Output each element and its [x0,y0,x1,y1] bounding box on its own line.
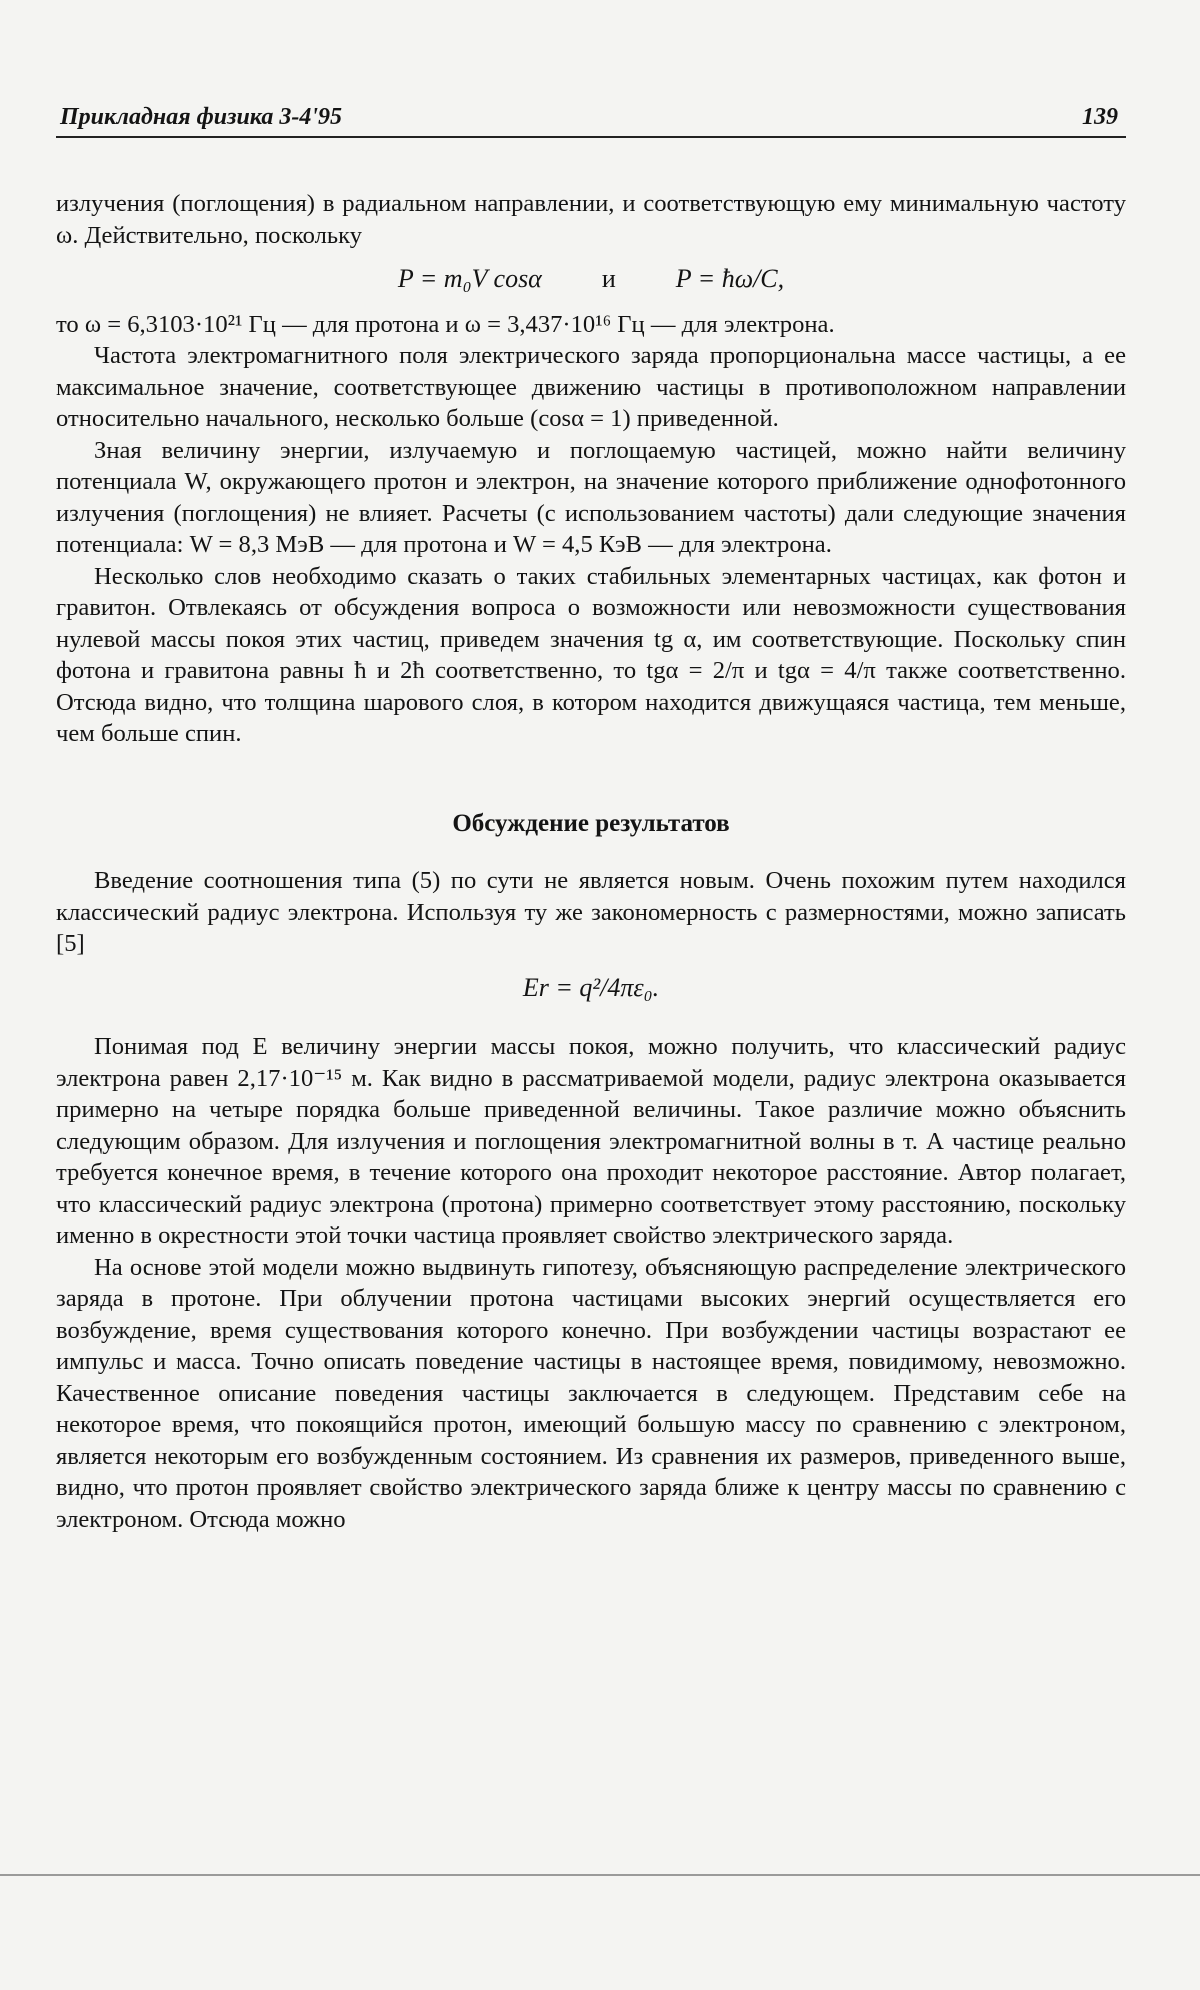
formula-momentum [56,263,1126,295]
paragraph: Частота электромагнитного поля электрического заряда пропорциональна массе частицы, а ее максимальное значение, соответствующее движению частицы в противоположном направлении относительно начального, несколько больше (cosα = 1) приведенной. [56,342,1126,432]
page [56,96,1126,1956]
journal-title: Прикладная физика 3-4'95 [60,104,343,130]
paragraph: то ω = 6,3103·10²¹ Гц — для протона и ω = 3,437·10¹⁶ Гц — для электрона. [56,310,835,338]
paragraph: На основе этой модели можно выдвинуть гипотезу, объясняющую распределение электрического заряда в протоне. При облучении протона частицами высоких энергий осуществляется его возбуждение, время существования которого конечно. При возбуждении частицы возрастают ее импульс и масса. Точно описать поведение частицы в настоящее время, повидимому, невозможно. Качественное описание поведения частицы заключается в следующем. Представим себе на некоторое время, что покоящийся протон, имеющий большую массу по сравнению с электроном, является некоторым его возбужденным состоянием. Из сравнения их размеров, приведенного выше, видно, что протон проявляет свойство электрического заряда ближе к центру массы по сравнению с электроном. Отсюда можно [56,1253,1126,1533]
paragraph: Зная величину энергии, излучаемую и поглощаемую частицей, можно найти величину потенциала W, окружающего протон и электрон, на значение которого приближение однофотонного излучения (поглощения) не влияет. Расчеты (с использованием частоты) дали следующие значения потенциала: W = 8,3 МэВ — для протона и W = 4,5 КэВ — для электрона. [56,436,1126,558]
running-head [56,96,1126,138]
section-heading: Обсуждение результатов [452,809,730,837]
article-body [56,188,1126,1535]
formula-conjunction: и [601,264,616,293]
paragraph: излучения (поглощения) в радиальном направлении, и соответствующую ему минимальную частоту ω. Действительно, поскольку [56,190,1126,249]
page-number: 139 [1082,104,1118,130]
page-bottom-divider [0,1874,1200,1876]
formula-classical-radius: Er = q²/4πε₀. [522,972,660,1002]
formula-left: P = m₀V cosα [397,264,542,293]
paragraph: Понимая под E величину энергии массы покоя, можно получить, что классический радиус электрона равен 2,17·10⁻¹⁵ м. Как видно в рассматриваемой модели, радиус электрона оказывается примерно на четыре порядка больше приведенной величины. Такое различие можно объяснить следующим образом. Для излучения и поглощения электромагнитной волны в т. А частице реально требуется конечное время, в течение которого она проходит некоторое расстояние. Автор полагает, что классический радиус электрона (протона) примерно соответствует этому расстоянию, поскольку именно в окрестности этой точки частица проявляет свойство электрического заряда. [56,1033,1126,1249]
formula-right: P = ħω/C, [675,264,785,293]
paragraph: Введение соотношения типа (5) по сути не является новым. Очень похожим путем находился классический радиус электрона. Используя ту же закономерность с размерностями, можно записать [5] [56,867,1126,957]
paragraph: Несколько слов необходимо сказать о таких стабильных элементарных частицах, как фотон и гравитон. Отвлекаясь от обсуждения вопроса о возможности или невозможности существования нулевой массы покоя этих частиц, приведем значения tg α, им соответствующие. Поскольку спин фотона и гравитона равны ħ и 2ħ соответственно, то tgα = 2/π и tgα = 4/π также соответственно. Отсюда видно, что толщина шарового слоя, в котором находится движущаяся частица, тем меньше, чем больше спин. [56,562,1126,747]
